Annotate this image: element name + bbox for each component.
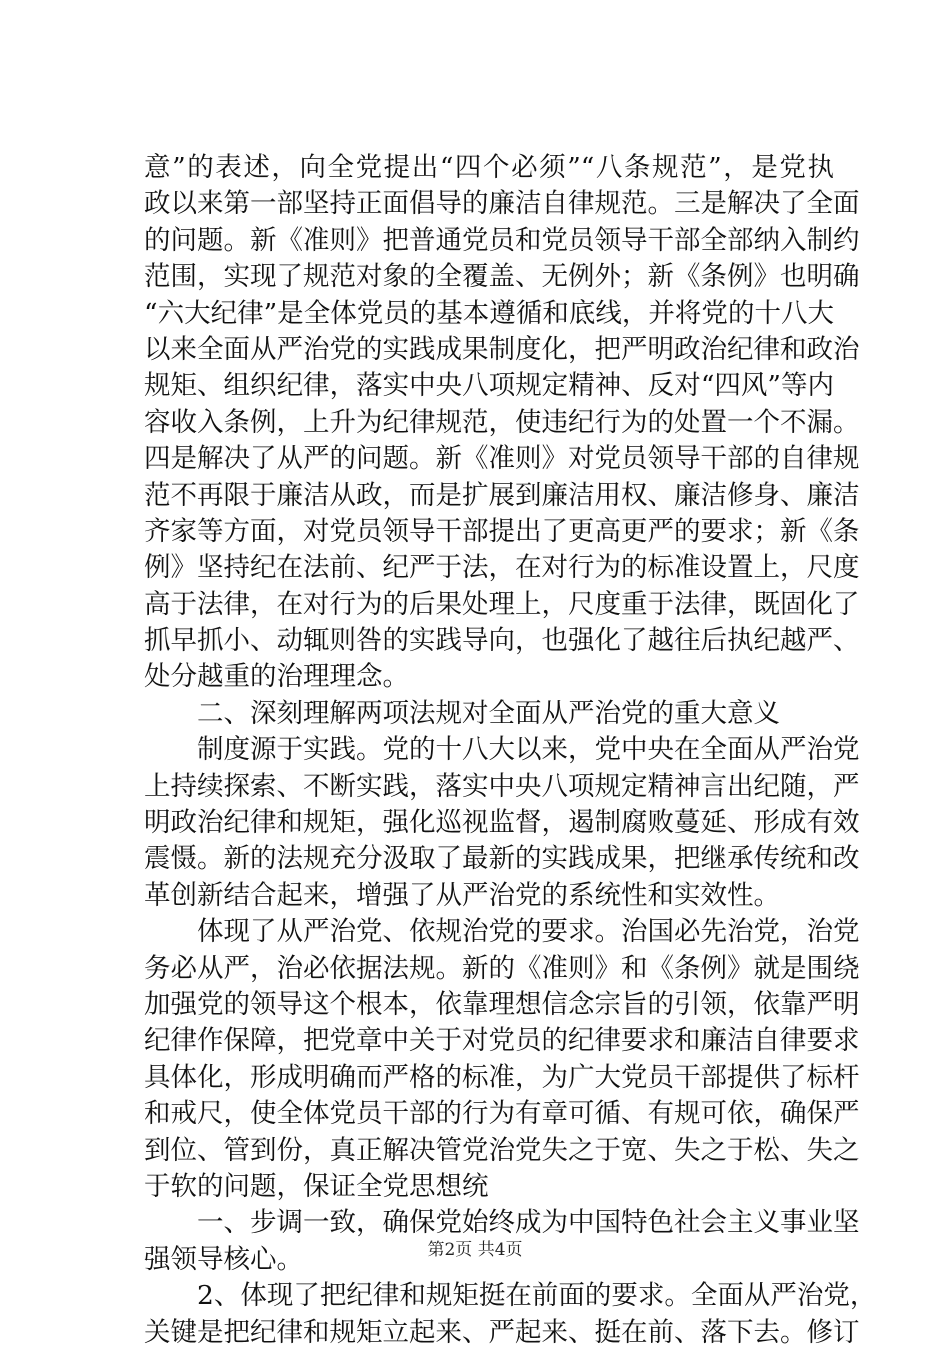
text-line: 制度源于实践。党的十八大以来，党中央在全面从严治党 <box>144 734 860 766</box>
text-line: 加强党的领导这个根本，依靠理想信念宗旨的引领，依靠严明 <box>144 988 860 1020</box>
text-line: 以来全面从严治党的实践成果制度化，把严明政治纪律和政治 <box>144 333 860 365</box>
text-line: 抓早抓小、动辄则咎的实践导向，也强化了越往后执纪越严、 <box>144 625 860 657</box>
text-line: 规矩、组织纪律，落实中央八项规定精神、反对“四风”等内 <box>144 370 834 402</box>
text-line: 强领导核心。 <box>144 1243 303 1275</box>
text-line: 和戒尺，使全体党员干部的行为有章可循、有规可依，确保严 <box>144 1098 860 1130</box>
text-line: 上持续探索、不断实践，落实中央八项规定精神言出纪随，严 <box>144 770 860 802</box>
text-line: 纪律作保障，把党章中关于对党员的纪律要求和廉洁自律要求 <box>144 1025 860 1057</box>
section-heading: 二、深刻理解两项法规对全面从严治党的重大意义 <box>144 697 780 729</box>
text-line: 到位、管到份，真正解决管党治党失之于宽、失之于松、失之 <box>144 1134 860 1166</box>
text-line: 震慑。新的法规充分汲取了最新的实践成果，把继承传统和改 <box>144 843 860 875</box>
text-line: 例》坚持纪在法前、纪严于法，在对行为的标准设置上，尺度 <box>144 552 860 584</box>
text-line: 2、体现了把纪律和规矩挺在前面的要求。全面从严治党， <box>144 1280 877 1312</box>
text-line: 四是解决了从严的问题。新《准则》对党员领导干部的自律规 <box>144 443 860 475</box>
text-line: 的问题。新《准则》把普通党员和党员领导干部全部纳入制约 <box>144 224 860 256</box>
text-line: 于软的问题，保证全党思想统 <box>144 1170 489 1202</box>
text-line: 处分越重的治理理念。 <box>144 661 409 693</box>
text-line: 明政治纪律和规矩，强化巡视监督，遏制腐败蔓延、形成有效 <box>144 807 860 839</box>
text-line: “六大纪律”是全体党员的基本遵循和底线，并将党的十八大 <box>144 297 834 329</box>
text-line: 具体化，形成明确而严格的标准，为广大党员干部提供了标杆 <box>144 1061 860 1093</box>
text-line: 齐家等方面，对党员领导干部提出了更高更严的要求；新《条 <box>144 515 860 547</box>
text-line: 容收入条例，上升为纪律规范，使违纪行为的处置一个不漏。 <box>144 406 860 438</box>
document-body <box>144 150 877 1351</box>
text-line: 意”的表述，向全党提出“四个必须”“八条规范”，是党执 <box>144 152 834 183</box>
text-line: 体现了从严治党、依规治党的要求。治国必先治党，治党 <box>144 916 860 948</box>
text-line: 范围，实现了规范对象的全覆盖、无例外；新《条例》也明确 <box>144 261 860 293</box>
text-line: 关键是把纪律和规矩立起来、严起来、挺在前、落下去。修订 <box>144 1316 860 1348</box>
text-line: 高于法律，在对行为的后果处理上，尺度重于法律，既固化了 <box>144 588 860 620</box>
text-line: 政以来第一部坚持正面倡导的廉洁自律规范。三是解决了全面 <box>144 188 860 220</box>
text-line: 一、步调一致，确保党始终成为中国特色社会主义事业坚 <box>144 1207 860 1239</box>
text-line: 范不再限于廉洁从政，而是扩展到廉洁用权、廉洁修身、廉洁 <box>144 479 860 511</box>
text-line: 务必从严，治必依据法规。新的《准则》和《条例》就是围绕 <box>144 952 860 984</box>
page-number-footer: 第2页 共4页 <box>427 1240 523 1260</box>
text-line: 革创新结合起来，增强了从严治党的系统性和实效性。 <box>144 879 780 911</box>
